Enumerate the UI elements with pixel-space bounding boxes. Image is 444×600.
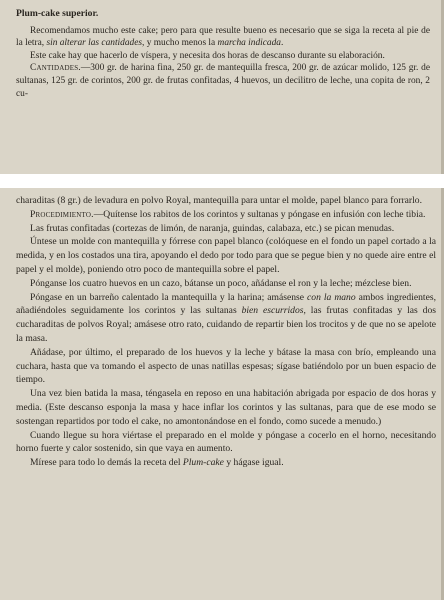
intro-emphasis-1: sin alterar las cantidades: [46, 38, 143, 49]
ingredients-continued: charaditas (8 gr.) de levadura en polvo Royal, mantequilla para untar el molde, papel blanco para forrarlo.: [16, 195, 422, 206]
final-note-text-b: y hágase igual.: [223, 457, 284, 469]
intro-text-a: Recomendamos mucho este cake; pero para que resulte bueno es necesario que se siga la receta al pie de la letra,: [16, 25, 430, 49]
kneading-text-a: Póngase en un barreño calentado la mantequilla y la harina; amásense: [30, 291, 308, 303]
page-fragment-bottom: [0, 188, 444, 600]
procedure-paragraph: [16, 208, 436, 222]
resting-paragraph: Una vez bien batida la masa, téngasela en reposo en una habitación abrigada por espacio de dos horas y media. (Este descanso esponja la masa y hace inflar los corintos y las sultanas, para que de ese modo se sostengan repartidos por todo el cake, no amontonándose en el fondo, como sucede a menudo.): [16, 388, 436, 427]
eggs-paragraph: Pónganse los cuatro huevos en un cazo, bátanse un poco, añádanse el ron y la leche; mézclese bien.: [30, 277, 412, 289]
final-note-text-a: Mírese para todo lo demás la receta del: [30, 457, 183, 469]
candied-fruit-paragraph: Las frutas confitadas (cortezas de limón, de naranja, guindas, calabaza, etc.) se pican menudas.: [30, 222, 395, 234]
ingredients-label: Cantidades.: [30, 63, 81, 74]
kneading-text-b: ambos ingredientes, añadiéndoles seguidamente los corintos y las sultanas: [16, 291, 436, 317]
procedure-label: Procedimiento.: [30, 208, 94, 220]
procedure-text: —Quítense los rabitos de los corintos y sultanas y póngase en infusión con leche tibia.: [93, 208, 426, 220]
kneading-emphasis-1: con la mano: [307, 291, 356, 303]
beating-paragraph: Añádase, por último, el preparado de los huevos y la leche y bátase la masa con brío, empleando una cuchara, hasta que va tomando el aspecto de unas natillas espesas; sígase batiéndolo por un buen espacio de tiempo.: [16, 346, 436, 386]
mold-paragraph: Úntese un molde con mantequilla y fórrese con papel blanco (colóquese en el fondo un papel cortado a la medida, y en los costados una tira, apoyando el dedo por todo para que se pegue bien y no quede aire entre el papel y el molde), poniendo otro poco de mantequilla sobre el papel.: [16, 236, 436, 275]
kneading-paragraph: [16, 291, 436, 346]
final-note-emphasis: Plum-cake: [182, 457, 224, 469]
baking-paragraph: Cuando llegue su hora viértase el preparado en el molde y póngase a cocerlo en el horno, necesitando horno fuerte y calor sostenido, sin que vaya en aumento.: [16, 429, 436, 455]
kneading-text-c: , las frutas confitadas y las dos cucharaditas de polvos Royal; amásese otro rato, cuidando de repartir bien los trocitos y de que no se apelote la masa.: [16, 305, 436, 344]
intro-text-b: , y mucho menos la: [142, 38, 218, 49]
recipe-title: Plum-cake superior.: [16, 8, 99, 19]
ingredients-text: —300 gr. de harina fina, 250 gr. de mantequilla fresca, 200 gr. de azúcar molido, 125 gr. de sultanas, 125 gr. de corintos, 200 gr. de frutas confitadas, 4 huevos, un decilitro de leche, una copita de ron, 2 cu-: [16, 63, 430, 99]
rest-note-paragraph: Este cake hay que hacerlo de víspera, y necesita dos horas de descanso durante su elaboración.: [30, 50, 385, 61]
final-note-paragraph: [16, 456, 436, 470]
ingredients-paragraph: [16, 62, 430, 100]
intro-text-c: .: [281, 38, 284, 49]
intro-paragraph: [16, 25, 430, 50]
page-fragment-top: [0, 0, 444, 174]
kneading-emphasis-2: bien escurridos: [241, 305, 304, 317]
intro-emphasis-2: marcha indicada: [217, 38, 281, 49]
